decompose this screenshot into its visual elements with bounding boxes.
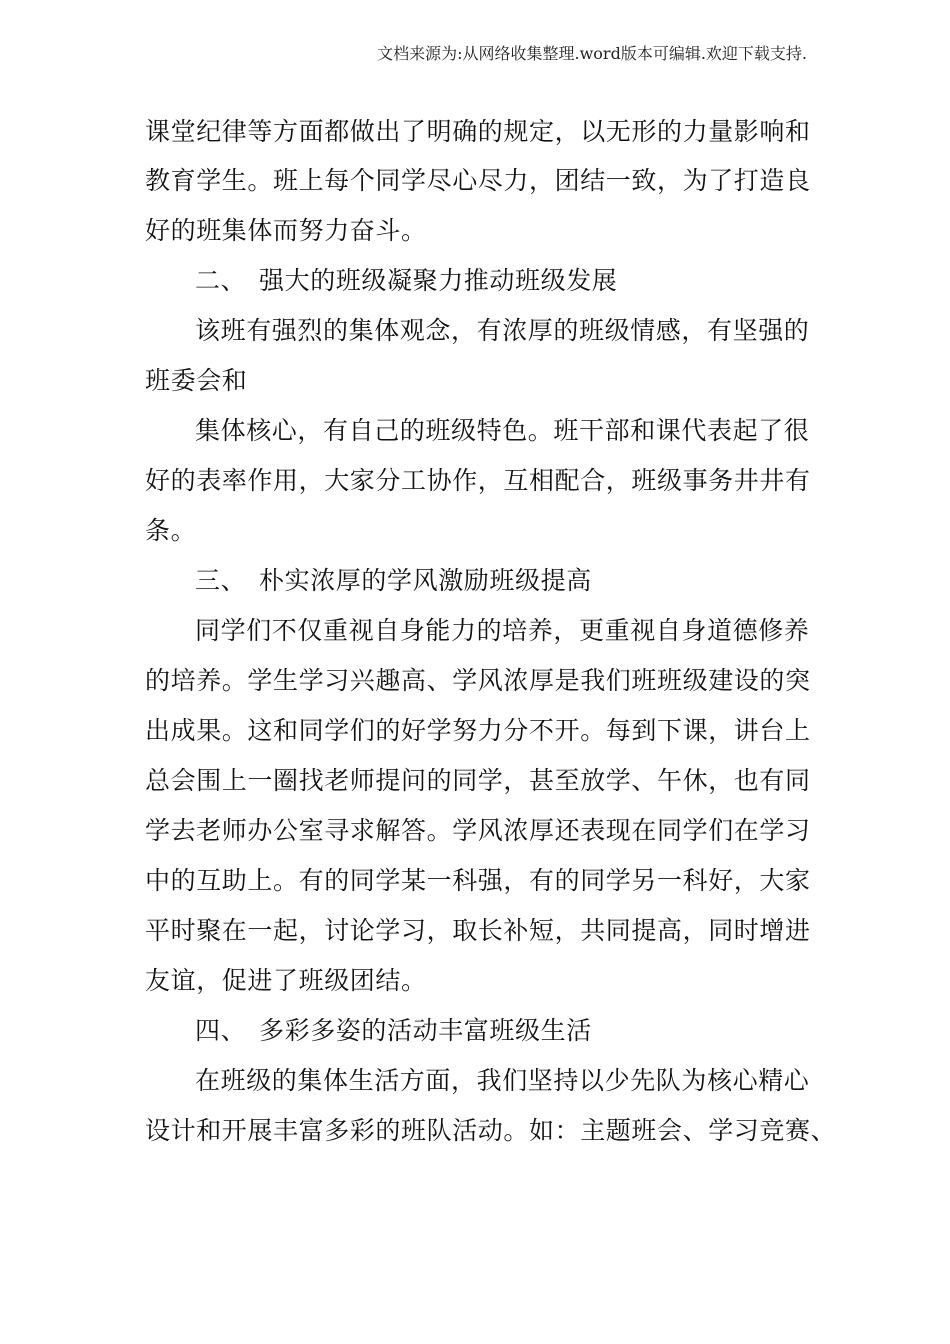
body-line: 好的表率作用，大家分工协作，互相配合，班级事务井井有 [145,466,811,495]
body-line: 好的班集体而努力奋斗。 [145,216,427,245]
section-number: 二、 [195,266,247,295]
body-line: 中的互助上。有的同学某一科强，有的同学另一科好，大家 [145,866,811,895]
section-heading [195,263,805,299]
body-line: 课堂纪律等方面都做出了明确的规定，以无形的力量影响和 [145,117,811,146]
body-line: 教育学生。班上每个同学尽心尽力，团结一致，为了打造良 [145,166,811,195]
body-line: 友谊，促进了班级团结。 [145,966,427,995]
section-heading [195,1013,805,1049]
section-number: 四、 [195,1016,247,1045]
section-number: 三、 [195,566,247,595]
body-line: 班委会和 [145,366,248,395]
section-title: 多彩多姿的活动丰富班级生活 [259,1016,592,1045]
body-line: 设计和开展丰富多彩的班队活动。如：主题班会、学习竞赛、 [145,1116,837,1145]
body-line: 总会围上一圈找老师提问的同学，甚至放学、午休，也有同 [145,766,811,795]
body-line: 平时聚在一起，讨论学习，取长补短，共同提高，同时增进 [145,916,811,945]
body-line: 出成果。这和同学们的好学努力分不开。每到下课，讲台上 [145,716,811,745]
page-header: 文档来源为:从网络收集整理.word版本可编辑.欢迎下载支持. [377,44,807,63]
section-heading [195,563,805,599]
body-line: 在班级的集体生活方面，我们坚持以少先队为核心精心 [195,1066,810,1095]
body-line: 同学们不仅重视自身能力的培养，更重视自身道德修养 [195,616,810,645]
section-title: 朴实浓厚的学风激励班级提高 [259,566,592,595]
section-title: 强大的班级凝聚力推动班级发展 [259,266,618,295]
body-line: 条。 [145,516,197,545]
body-line: 该班有强烈的集体观念，有浓厚的班级情感，有坚强的 [195,316,810,345]
body-line: 的培养。学生学习兴趣高、学风浓厚是我们班班级建设的突 [145,666,811,695]
body-line: 学去老师办公室寻求解答。学风浓厚还表现在同学们在学习 [145,816,811,845]
body-line: 集体核心，有自己的班级特色。班干部和课代表起了很 [195,416,810,445]
